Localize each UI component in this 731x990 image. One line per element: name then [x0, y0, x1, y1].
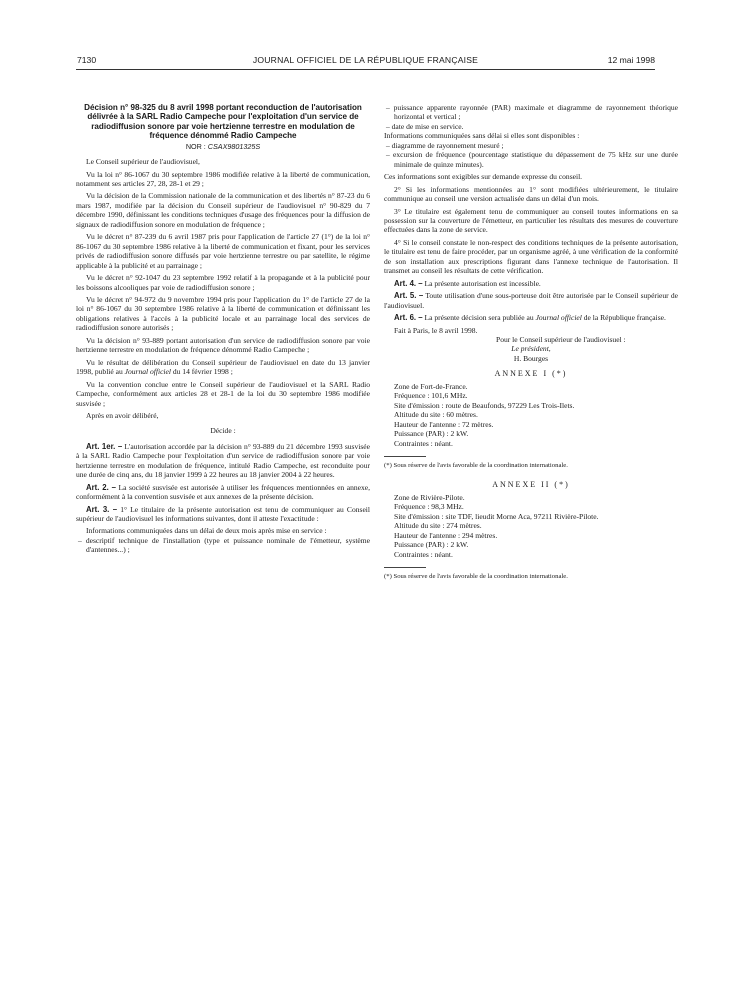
issue-date: 12 mai 1998 — [607, 55, 655, 65]
info-nodelay-item-1: – diagramme de rayonnement mesuré ; — [386, 140, 504, 150]
annex-1-footnote: (*) Sous réserve de l'avis favorable de la coordination internationale. — [384, 461, 568, 469]
article-5-label: Art. 5. – — [394, 291, 424, 301]
annex-1-title: ANNEXE I (*) — [494, 369, 568, 379]
info-demand: Ces informations sont exigibles sur demande expresse du conseil. — [384, 172, 583, 182]
info-delay: Informations communiquées dans un délai de deux mois après mise en service : — [86, 526, 327, 536]
annex-2-line: Altitude du site : 274 mètres. — [394, 521, 482, 531]
article-4 — [384, 279, 678, 288]
page-number: 7130 — [77, 55, 97, 65]
visa-5: Vu le décret n° 94-972 du 9 novembre 1994 pris pour l'application du 1° de l'article 27 de la loi n° 86-1067 du 30 septembre 1986 relative à la liberté de communication et définissant les obligations relatives à l'accès à la publicité locale et au parrainage local des services de radiodiffusion sonore autorisés ; — [76, 294, 370, 333]
article-2-text: La société susvisée est autorisée à utiliser les fréquences mentionnées en annexe, conformément à la convention susvisée et aux annexes de la présente décision. — [76, 482, 370, 502]
info-delay-item-1: – descriptif technique de l'installation (type et puissance nominale de l'émetteur, système d'antennes...) ; — [78, 535, 370, 555]
annex-1-line: Hauteur de l'antenne : 72 mètres. — [394, 419, 494, 429]
visa-7-journal: Journal officiel — [124, 367, 171, 377]
decision-title: Décision n° 98-325 du 8 avril 1998 portant reconduction de l'autorisation délivrée à la SARL Radio Campeche pour l'exploitation d'un service de radiodiffusion sonore par voie hertzienne terrestre en modulation de fréquence dénommé Radio Campeche — [84, 103, 362, 141]
article-6-journal: Journal officiel — [535, 313, 582, 323]
nor-label: NOR : — [185, 141, 206, 151]
nor-code: CSAX9801325S — [207, 141, 261, 151]
paragraph-3: 3° Le titulaire est également tenu de communiquer au conseil toutes informations en sa possession sur la couverture de l'émetteur, en particulier les résultats des mesures de couverture effectuées dans la zone de service. — [384, 206, 678, 235]
article-5-text: Toute utilisation d'une sous-porteuse doit être autorisée par le Conseil supérieur de l'audiovisuel. — [384, 291, 679, 310]
intro: Le Conseil supérieur de l'audiovisuel, — [86, 157, 200, 167]
journal-title: JOURNAL OFFICIEL DE LA RÉPUBLIQUE FRANÇAISE — [252, 55, 479, 65]
signature-role-text: Le président, — [511, 344, 551, 354]
signature-role — [384, 344, 678, 353]
article-5 — [384, 291, 678, 310]
article-4-text: La présente autorisation est incessible. — [422, 278, 541, 288]
visa-4: Vu le décret n° 92-1047 du 23 septembre 1992 relatif à la propagande et à la publicité pour les boissons alcooliques par voie de radiodiffusion sonore ; — [76, 273, 370, 292]
info-nodelay-item-2: – excursion de fréquence (pourcentage statistique du dépassement de 75 kHz sur une durée minimale de quinze minutes). — [386, 150, 678, 169]
article-6-text-a: La présente décision sera publiée au — [422, 313, 536, 323]
visa-7-end: du 14 février 1998 ; — [170, 367, 233, 377]
annex-1-footnote-rule — [384, 456, 426, 457]
paragraph-2: 2° Si les informations mentionnées au 1° sont modifiées ultérieurement, le titulaire communique au conseil une version actualisée dans un délai d'un mois. — [384, 184, 678, 204]
visa-8: Vu la convention conclue entre le Conseil supérieur de l'audiovisuel et la SARL Radio Campeche, conformément aux articles 28 et 28-1 de la loi du 30 septembre 1986 modifiée susvisée ; — [76, 379, 370, 408]
signature-name: H. Bourges — [513, 353, 549, 363]
annex-1-line: Site d'émission : route de Beaufonds, 97229 Les Trois-Ilets. — [394, 400, 575, 410]
article-1-text: L'autorisation accordée par la décision n° 93-889 du 21 décembre 1993 susvisée à la SARL Radio Campeche pour l'exploitation d'un service de radiodiffusion sonore par voie hertzienne terrestre en modulation de fréquence, intitulé Radio Campeche, est reconduite pour une durée de cinq ans, du 18 janvier 1999 à 22 heures au 18 janvier 2004 à 22 heures. — [76, 441, 371, 480]
annex-2-body — [384, 493, 678, 559]
annex-1-body — [384, 382, 678, 448]
article-1 — [76, 442, 370, 480]
annex-2-line: Puissance (PAR) : 2 kW. — [394, 540, 469, 550]
article-3 — [76, 505, 370, 524]
article-6-text-b: de la République française. — [581, 313, 666, 323]
article-1-label: Art. 1er. – — [86, 441, 123, 451]
visa-2: Vu la décision de la Commission nationale de la communication et des libertés n° 87-23 du 6 mars 1987, modifiée par la décision du Conseil supérieur de l'audiovisuel n° 90-829 du 7 décembre 1990, définissant les conditions techniques d'usage des fréquences pour la diffusion de signaux de radiodiffusion sonore en modulation de fréquence ; — [76, 191, 370, 229]
annex-2-line: Site d'émission : site TDF, lieudit Morne Aca, 97211 Rivière-Pilote. — [394, 511, 599, 521]
annex-2-line: Fréquence : 98,3 MHz. — [394, 502, 464, 512]
visa-6: Vu la décision n° 93-889 portant autorisation d'un service de radiodiffusion sonore par voie hertzienne terrestre en modulation de fréquence dénommé Radio Campeche ; — [76, 335, 370, 355]
article-6 — [384, 313, 678, 322]
decide-heading: Décide : — [210, 426, 236, 436]
annex-1-line: Altitude du site : 60 mètres. — [394, 410, 478, 420]
nor-reference — [76, 142, 370, 151]
info-delay-item-2: – puissance apparente rayonnée (PAR) maximale et diagramme de rayonnement théorique horizontal et vertical ; — [386, 103, 678, 122]
visa-7-text: Vu le résultat de délibération du Conseil supérieur de l'audiovisuel en date du 13 janvier 1998, publié au — [76, 357, 370, 377]
annex-2-line: Zone de Rivière-Pilote. — [394, 492, 465, 502]
info-delay-item-3: – date de mise en service. — [386, 121, 464, 131]
header-rule — [76, 69, 655, 70]
after-deliberation: Après en avoir délibéré, — [86, 410, 159, 420]
article-2-label: Art. 2. – — [86, 482, 116, 492]
annex-2-line: Hauteur de l'antenne : 294 mètres. — [394, 530, 498, 540]
signature-for: Pour le Conseil supérieur de l'audiovisuel : — [496, 334, 626, 344]
article-6-label: Art. 6. – — [394, 313, 423, 323]
visa-1: Vu la loi n° 86-1067 du 30 septembre 1986 modifiée relative à la liberté de communication, notamment ses articles 27, 28, 28-1 et 29 ; — [76, 169, 370, 188]
annex-1-line: Puissance (PAR) : 2 kW. — [394, 429, 469, 439]
paragraph-4: 4° Si le conseil constate le non-respect des conditions techniques de la présente autorisation, le titulaire est tenu de faire procéder, par un organisme agréé, à une vérification de la conformité de son installation aux prescriptions figurant dans l'annexe technique de l'autorisation. Il transmet au conseil les résultats de cette vérification. — [384, 237, 678, 276]
annex-1-line: Contraintes : néant. — [394, 438, 453, 448]
article-2 — [76, 483, 370, 502]
annex-2-title: ANNEXE II (*) — [492, 480, 570, 490]
annex-2-line: Contraintes : néant. — [394, 549, 453, 559]
annex-1-line: Fréquence : 101,6 MHz. — [394, 391, 468, 401]
annex-2-footnote-rule — [384, 567, 426, 568]
article-4-label: Art. 4. – — [394, 278, 423, 288]
left-column — [76, 103, 370, 555]
visa-3: Vu le décret n° 87-239 du 6 avril 1987 pris pour l'application de l'article 27 (1°) de la loi n° 86-1067 du 30 septembre 1986 relative à la liberté de communication et fixant, pour les services privés de radiodiffusion sonore diffusés par voie hertzienne terrestre ou par satellite, le régime applicable à la publicité et au parrainage ; — [76, 232, 370, 270]
article-3-text: 1° Le titulaire de la présente autorisation est tenu de communiquer au Conseil supérieur de l'audiovisuel les informations suivantes, dont il atteste l'exactitude : — [76, 504, 370, 524]
info-nodelay: Informations communiquées sans délai si elles sont disponibles : — [384, 131, 580, 141]
annex-2-footnote: (*) Sous réserve de l'avis favorable de la coordination internationale. — [384, 573, 568, 581]
article-3-label: Art. 3. – — [86, 504, 118, 514]
annex-1-line: Zone de Fort-de-France. — [394, 381, 468, 391]
visa-7 — [76, 358, 370, 377]
done-at: Fait à Paris, le 8 avril 1998. — [394, 325, 478, 335]
right-column — [384, 103, 678, 581]
